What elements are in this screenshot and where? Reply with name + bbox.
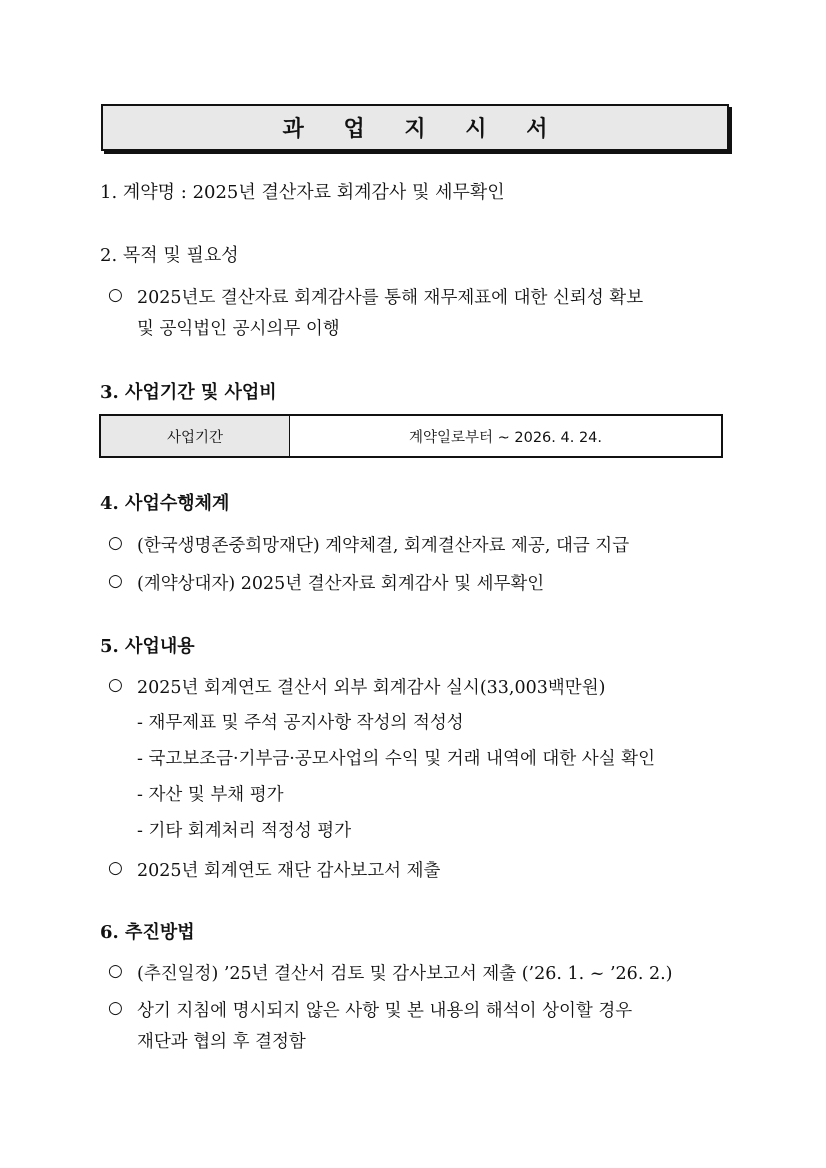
section-5-item-2: 2025년 회계연도 재단 감사보고서 제출 [137,861,441,881]
title-box [101,104,729,151]
section-6-item-1: (추진일정) ’25년 결산서 검토 및 감사보고서 제출 (’26. 1. ~ ’26. 2.) [137,964,673,984]
bullet-marker: ○ [108,675,123,695]
section-2-text-line-1: 2025년도 결산자료 회계감사를 통해 재무제표에 대한 신뢰성 확보 [137,288,644,308]
section-5-subitem-4: - 기타 회계처리 적정성 평가 [137,821,352,841]
bullet-marker: ○ [108,858,123,878]
section-2-heading: 2. 목적 및 필요성 [100,245,239,266]
section-4-heading: 4. 사업수행체계 [100,493,230,514]
project-period-table [99,414,723,458]
section-5-item-1: 2025년 회계연도 결산서 외부 회계감사 실시(33,003백만원) [137,678,606,698]
bullet-marker: ○ [108,533,123,553]
section-5-subitem-1: - 재무제표 및 주석 공지사항 작성의 적성성 [137,713,464,733]
section-6-heading: 6. 추진방법 [100,922,195,943]
section-1-heading: 1. 계약명 : 2025년 결산자료 회계감사 및 세무확인 [100,182,505,203]
section-4-item-2: (계약상대자) 2025년 결산자료 회계감사 및 세무확인 [137,574,545,594]
section-4-item-1: (한국생명존중희망재단) 계약체결, 회계결산자료 제공, 대금 지급 [137,536,630,556]
section-2-text-line-2: 및 공익법인 공시의무 이행 [137,319,340,339]
section-5-heading: 5. 사업내용 [100,636,195,657]
section-6-item-2-line-1: 상기 지침에 명시되지 않은 사항 및 본 내용의 해석이 상이할 경우 [137,1001,633,1021]
section-3-heading: 3. 사업기간 및 사업비 [100,382,277,403]
section-5-subitem-2: - 국고보조금·기부금·공모사업의 수익 및 거래 내역에 대한 사실 확인 [137,749,655,769]
table-value-cell: 계약일로부터 ~ 2026. 4. 24. [408,429,603,446]
bullet-marker: ○ [108,285,123,305]
bullet-marker: ○ [108,961,123,981]
section-6-item-2-line-2: 재단과 협의 후 결정함 [137,1032,306,1052]
section-5-subitem-3: - 자산 및 부채 평가 [137,785,284,805]
table-label-cell: 사업기간 [101,416,290,456]
bullet-marker: ○ [108,571,123,591]
bullet-marker: ○ [108,998,123,1018]
document-title: 과 업 지 시 서 [282,117,564,142]
